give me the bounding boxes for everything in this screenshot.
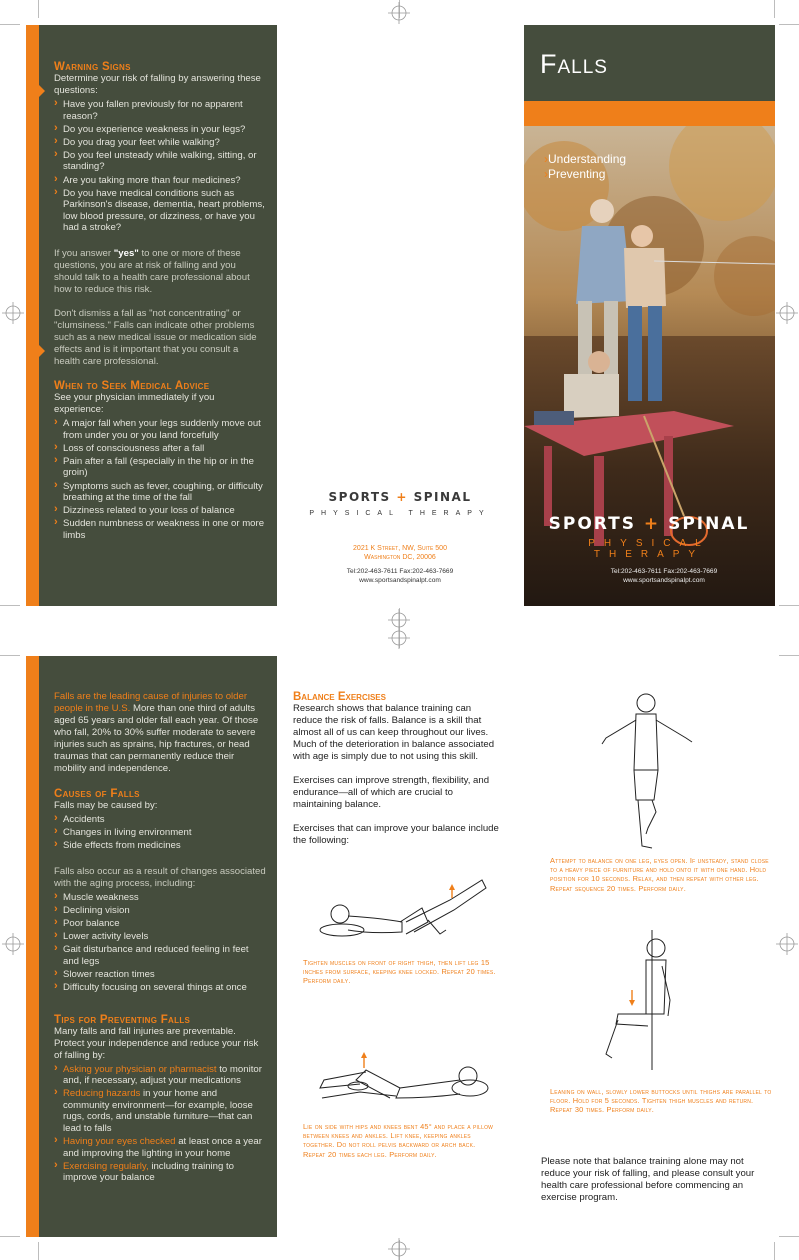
aging-intro: Falls also occur as a result of changes associated with the aging process, including: [54, 865, 266, 889]
closing-note: Please note that balance training alone may not reduce your risk of falling, and please consult your health care professional before commencing an exercise program. [541, 1156, 755, 1203]
warning-intro: Determine your risk of falling by answering these questions: [54, 73, 261, 96]
tips-heading: Tips for Preventing Falls [54, 1013, 191, 1026]
balance-para: Exercises can improve strength, flexibility, and endurance—all of which are crucial to maintaining balance. [293, 775, 490, 810]
address-line: 2021 K Street, NW, Suite 500 [353, 545, 447, 552]
registration-mark-icon [776, 933, 798, 955]
arrow-notch-icon [39, 85, 45, 97]
registration-mark-icon [388, 2, 410, 24]
list-item: › Do you feel unsteady while walking, sitting, or standing? [54, 150, 266, 173]
cover-orange-bar [524, 101, 775, 126]
tips-list [54, 1064, 266, 1184]
list-item: › Symptoms such as fever, coughing, or difficulty breathing at the time of the fall [54, 481, 266, 504]
list-item: › Slower reaction times [54, 969, 266, 981]
logo-plus: + [643, 514, 661, 534]
logo-subtitle: PHYSICAL THERAPY [588, 538, 710, 560]
tagline: Understanding [548, 152, 627, 166]
medical-intro: See your physician immediately if you experience: [54, 392, 215, 416]
side-lying-illustration [310, 1040, 490, 1115]
list-item: › Gait disturbance and reduced feeling in feet and legs [54, 944, 266, 967]
list-item: › Poor balance [54, 918, 266, 930]
list-item: › Side effects from medicines [54, 840, 266, 852]
accent-stripe [26, 25, 39, 606]
list-item: › Muscle weakness [54, 892, 266, 904]
tagline-bullet-icon: › [544, 152, 548, 166]
list-item: › Pain after a fall (especially in the hip or in the groin) [54, 456, 266, 479]
list-item: › Lower activity levels [54, 931, 266, 943]
side-lying-caption: Lie on side with hips and knees bent 45° and place a pillow between knees and ankles. Lift knee, keeping ankles together. Do not roll pelvis backward or arch back. Repeat 20 times each leg. Perform daily. [303, 1122, 494, 1159]
warning-para-1: If you answer "yes" to one or more of these questions, you are at risk of falling and you should talk to a health care professional about how to reduce this risk. [54, 248, 250, 296]
list-item: › Asking your physician or pharmacist to monitor and, if necessary, adjust your medications [54, 1064, 266, 1087]
list-item: › Reducing hazards in your home and community environment—for example, loose rugs, cords, and unstable furniture—that can lead to falls [54, 1088, 266, 1134]
warning-para-2: Don't dismiss a fall as "not concentrating" or "clumsiness." Falls can indicate other problems such as a new medical issue or medication side effects and is it important that you consult a health care professional. [54, 308, 257, 368]
logo-word: SPORTS [548, 514, 636, 534]
logo-word: SPINAL [668, 514, 750, 534]
registration-mark-icon [2, 933, 24, 955]
phone-line: Tel:202-463-7611 Fax:202-463-7669 [346, 568, 454, 575]
list-item: › A major fall when your legs suddenly move out from under you or you land forcefully [54, 418, 266, 441]
warning-list [54, 99, 266, 234]
logo-subtitle: PHYSICAL THERAPY [309, 510, 491, 517]
logo-word: SPINAL [413, 490, 472, 504]
balance-heading: Balance Exercises [293, 691, 386, 703]
registration-mark-icon [388, 1238, 410, 1260]
cover-logo [534, 514, 764, 560]
intro-paragraph: Falls are the leading cause of injuries to older people in the U.S. More than one third of adults aged 65 years and older fall each year. Of those who fall, 20% to 30% suffer moderate to severe injuries such as sprains, hip fractures, or head traumas that can permanently reduce their mobility and independence. [54, 691, 259, 774]
list-item: › Loss of consciousness after a fall [54, 443, 266, 455]
list-item: › Have you fallen previously for no apparent reason? [54, 99, 266, 122]
back-logo [300, 490, 500, 517]
inside-panel [26, 656, 277, 1237]
list-item: › Changes in living environment [54, 827, 266, 839]
list-item: › Declining vision [54, 905, 266, 917]
list-item: › Exercising regularly, including training to improve your balance [54, 1161, 266, 1184]
leg-lift-illustration [310, 860, 490, 945]
tagline: Preventing [548, 167, 606, 181]
medical-list [54, 418, 266, 541]
logo-plus: + [396, 490, 408, 504]
cover-contact [584, 567, 744, 585]
registration-mark-icon [776, 302, 798, 324]
list-item: › Accidents [54, 814, 266, 826]
tips-intro: Many falls and fall injuries are preventable. Protect your independence and reduce your risk of falling by: [54, 1025, 259, 1061]
registration-mark-icon [388, 627, 410, 649]
causes-list [54, 814, 266, 852]
address-line: Washington DC, 20006 [364, 554, 436, 561]
back-contact [300, 544, 500, 585]
tagline-bullet-icon: › [544, 167, 548, 181]
web-line: www.sportsandspinalpt.com [359, 577, 441, 584]
phone-line: Tel:202-463-7611 Fax:202-463-7669 [610, 568, 718, 575]
balance-para: Exercises that can improve your balance include the following: [293, 823, 499, 846]
list-item: › Do you have medical conditions such as Parkinson's disease, dementia, heart problems, low blood pressure, or dizziness, or have you had a stroke? [54, 188, 266, 234]
wall-sit-illustration [592, 930, 702, 1075]
causes-heading: Causes of Falls [54, 788, 140, 800]
list-item: › Do you drag your feet while walking? [54, 137, 266, 149]
registration-mark-icon [2, 302, 24, 324]
list-item: › Do you experience weakness in your legs? [54, 124, 266, 136]
causes-intro: Falls may be caused by: [54, 800, 158, 811]
cover-title: Falls [540, 49, 608, 79]
warning-panel [26, 25, 277, 606]
cover-taglines [544, 152, 626, 182]
balance-para: Research shows that balance training can reduce the risk of falls. Balance is a skill that almost all of us can keep throughout our lives. Much of the deterioration in balance associated with age is simply due to not using this skill. [293, 703, 495, 762]
logo-word: SPORTS [328, 490, 391, 504]
list-item: › Are you taking more than four medicines? [54, 175, 266, 187]
medical-heading: When to Seek Medical Advice [54, 380, 210, 393]
list-item: › Sudden numbness or weakness in one or more limbs [54, 518, 266, 541]
warning-heading: Warning Signs [54, 61, 131, 73]
leg-lift-caption: Tighten muscles on front of right thigh, then lift leg 15 inches from surface, keeping knee locked. Repeat 20 times. Perform daily. [303, 958, 496, 986]
web-line: www.sportsandspinalpt.com [623, 577, 705, 584]
arrow-notch-icon [39, 345, 45, 357]
list-item: › Difficulty focusing on several things at once [54, 982, 266, 994]
balance-column [293, 691, 503, 847]
list-item: › Having your eyes checked at least once a year and improving the lighting in your home [54, 1136, 266, 1159]
list-item: › Dizziness related to your loss of balance [54, 505, 266, 517]
cover-title-bar [524, 25, 775, 101]
wall-sit-caption: Leaning on wall, slowly lower buttocks until thighs are parallel to floor. Hold for 5 seconds. Tighten thigh muscles and return. Repeat 30 times. Perform daily. [550, 1087, 772, 1115]
aging-list [54, 892, 266, 994]
accent-stripe [26, 656, 39, 1237]
one-leg-illustration [596, 688, 696, 858]
one-leg-caption: Attempt to balance on one leg, eyes open. If unsteady, stand close to a heavy piece of furniture and hold onto it with one hand. Hold position for 10 seconds. Relax, and then repeat with other leg. Repeat sequence 20 times. Perform daily. [550, 856, 769, 893]
